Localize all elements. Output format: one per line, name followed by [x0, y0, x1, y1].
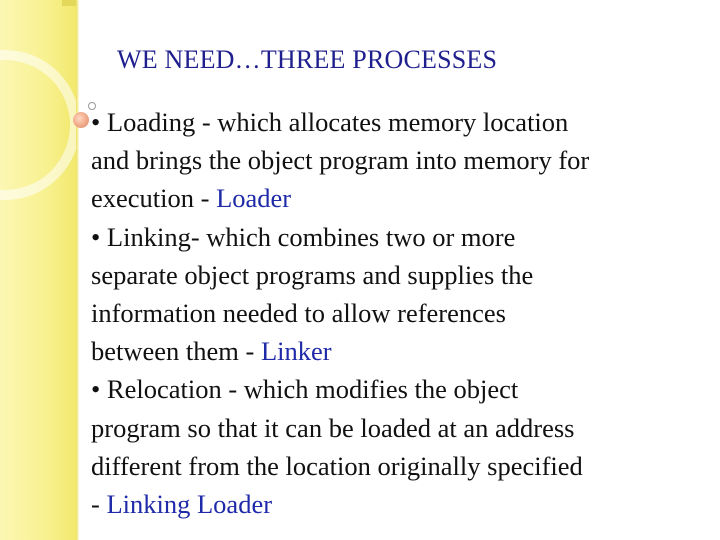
- body-line: separate object programs and supplies the: [91, 259, 534, 290]
- term-linking-loader: Linking Loader: [106, 489, 273, 520]
- body-line: execution - Loader: [91, 183, 292, 214]
- band-edge-divider: [76, 0, 79, 540]
- body-line: program so that it can be loaded at an address: [91, 412, 575, 443]
- top-decoration: [62, 0, 76, 6]
- term-linker: Linker: [260, 336, 332, 367]
- body-line: and brings the object program into memory for: [91, 145, 590, 176]
- body-line: different from the location originally specified: [91, 450, 583, 481]
- body-line: information needed to allow references: [91, 298, 506, 329]
- term-loader: Loader: [216, 183, 292, 214]
- body-line: between them - Linker: [91, 336, 332, 367]
- body-line: • Relocation - which modifies the object: [91, 374, 519, 405]
- body-line: - Linking Loader: [91, 489, 273, 520]
- decorative-arc: [0, 50, 78, 200]
- body-line: • Linking- which combines two or more: [91, 221, 516, 252]
- decorative-side-band: [0, 0, 78, 540]
- body-line: • Loading - which allocates memory location: [91, 107, 569, 137]
- slide-title: WE NEED…THREE PROCESSES: [117, 45, 498, 74]
- slide-body: [91, 103, 711, 523]
- bullet-ornament-icon: [73, 112, 89, 128]
